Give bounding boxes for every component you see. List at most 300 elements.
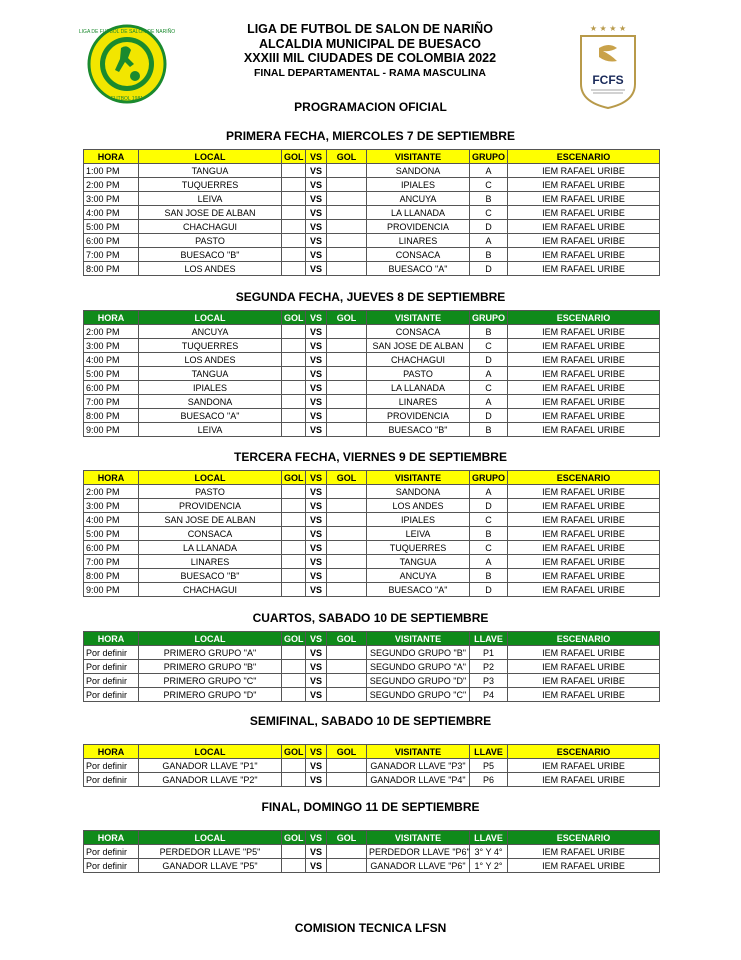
escenario-cell: IEM RAFAEL URIBE <box>508 499 660 513</box>
local-cell: LINARES <box>139 555 282 569</box>
gol-visitante-cell <box>327 234 367 248</box>
visitante-cell: BUESACO "A" <box>367 583 470 597</box>
local-cell: ANCUYA <box>139 325 282 339</box>
visitante-cell: PROVIDENCIA <box>367 409 470 423</box>
vs-cell: VS <box>306 569 327 583</box>
gol-visitante-cell <box>327 206 367 220</box>
column-header-local: LOCAL <box>139 831 282 845</box>
vs-cell: VS <box>306 381 327 395</box>
hora-cell: 2:00 PM <box>84 178 139 192</box>
vs-cell: VS <box>306 541 327 555</box>
escenario-cell: IEM RAFAEL URIBE <box>508 220 660 234</box>
column-header-local: LOCAL <box>139 471 282 485</box>
column-header-visitante: VISITANTE <box>367 471 470 485</box>
visitante-cell: GANADOR LLAVE "P3" <box>367 759 470 773</box>
grupo-cell: D <box>470 409 508 423</box>
gol-local-cell <box>282 527 306 541</box>
vs-cell: VS <box>306 646 327 660</box>
visitante-cell: SEGUNDO GRUPO "B" <box>367 646 470 660</box>
header-titles <box>180 22 560 80</box>
visitante-cell: ANCUYA <box>367 569 470 583</box>
vs-cell: VS <box>306 164 327 178</box>
local-cell: LEIVA <box>139 423 282 437</box>
escenario-cell: IEM RAFAEL URIBE <box>508 178 660 192</box>
league-logo-icon <box>78 24 176 104</box>
table-row <box>84 381 660 395</box>
column-header-escenario: ESCENARIO <box>508 831 660 845</box>
escenario-cell: IEM RAFAEL URIBE <box>508 859 660 873</box>
grupo-cell: D <box>470 499 508 513</box>
local-cell: BUESACO "B" <box>139 569 282 583</box>
escenario-cell: IEM RAFAEL URIBE <box>508 527 660 541</box>
escenario-cell: IEM RAFAEL URIBE <box>508 485 660 499</box>
grupo-cell: B <box>470 569 508 583</box>
vs-cell: VS <box>306 367 327 381</box>
hora-cell: Por definir <box>84 759 139 773</box>
grupo-cell: B <box>470 192 508 206</box>
section-title-primera: PRIMERA FECHA, MIERCOLES 7 DE SEPTIEMBRE <box>226 129 515 143</box>
gol-visitante-cell <box>327 262 367 276</box>
hora-cell: 3:00 PM <box>84 499 139 513</box>
llave-cell: 3° Y 4° <box>470 845 508 859</box>
vs-cell: VS <box>306 527 327 541</box>
gol-visitante-cell <box>327 583 367 597</box>
escenario-cell: IEM RAFAEL URIBE <box>508 325 660 339</box>
vs-cell: VS <box>306 339 327 353</box>
vs-cell: VS <box>306 178 327 192</box>
hora-cell: Por definir <box>84 646 139 660</box>
gol-visitante-cell <box>327 339 367 353</box>
schedule-table-primera <box>83 149 660 276</box>
table-row <box>84 248 660 262</box>
vs-cell: VS <box>306 485 327 499</box>
vs-cell: VS <box>306 234 327 248</box>
table-row <box>84 646 660 660</box>
hora-cell: 7:00 PM <box>84 555 139 569</box>
vs-cell: VS <box>306 859 327 873</box>
grupo-cell: D <box>470 262 508 276</box>
gol-visitante-cell <box>327 499 367 513</box>
local-cell: CHACHAGUI <box>139 583 282 597</box>
gol-visitante-cell <box>327 773 367 787</box>
visitante-cell: SEGUNDO GRUPO "A" <box>367 660 470 674</box>
grupo-cell: C <box>470 339 508 353</box>
table-row <box>84 513 660 527</box>
schedule-table-segunda <box>83 310 660 437</box>
table-row <box>84 660 660 674</box>
escenario-cell: IEM RAFAEL URIBE <box>508 234 660 248</box>
gol-local-cell <box>282 773 306 787</box>
hora-cell: 4:00 PM <box>84 353 139 367</box>
vs-cell: VS <box>306 409 327 423</box>
column-header-vs: VS <box>306 471 327 485</box>
llave-cell: P4 <box>470 688 508 702</box>
escenario-cell: IEM RAFAEL URIBE <box>508 381 660 395</box>
gol-visitante-cell <box>327 688 367 702</box>
vs-cell: VS <box>306 674 327 688</box>
column-header-hora: HORA <box>84 150 139 164</box>
column-header-local: LOCAL <box>139 311 282 325</box>
hora-cell: Por definir <box>84 660 139 674</box>
gol-local-cell <box>282 178 306 192</box>
footer-commission: COMISION TECNICA LFSN <box>294 921 447 935</box>
llave-cell: P5 <box>470 759 508 773</box>
gol-local-cell <box>282 583 306 597</box>
local-cell: TUQUERRES <box>139 178 282 192</box>
vs-cell: VS <box>306 353 327 367</box>
local-cell: GANADOR LLAVE "P2" <box>139 773 282 787</box>
hora-cell: 9:00 PM <box>84 423 139 437</box>
gol-visitante-cell <box>327 409 367 423</box>
gol-visitante-cell <box>327 381 367 395</box>
llave-cell: P1 <box>470 646 508 660</box>
column-header-visitante: VISITANTE <box>367 632 470 646</box>
grupo-cell: B <box>470 325 508 339</box>
visitante-cell: GANADOR LLAVE "P6" <box>367 859 470 873</box>
column-header-gol-visitante: GOL <box>327 471 367 485</box>
vs-cell: VS <box>306 660 327 674</box>
visitante-cell: PERDEDOR LLAVE "P6" <box>367 845 470 859</box>
grupo-cell: D <box>470 353 508 367</box>
escenario-cell: IEM RAFAEL URIBE <box>508 192 660 206</box>
visitante-cell: ANCUYA <box>367 192 470 206</box>
visitante-cell: TANGUA <box>367 555 470 569</box>
local-cell: PRIMERO GRUPO "A" <box>139 646 282 660</box>
schedule-table-semifinal <box>83 744 660 787</box>
table-row <box>84 555 660 569</box>
column-header-vs: VS <box>306 150 327 164</box>
title-line-3: XXXIII MIL CIUDADES DE COLOMBIA 2022 <box>243 51 497 65</box>
column-header-gol-visitante: GOL <box>327 150 367 164</box>
gol-visitante-cell <box>327 395 367 409</box>
local-cell: PASTO <box>139 234 282 248</box>
column-header-local: LOCAL <box>139 745 282 759</box>
local-cell: PERDEDOR LLAVE "P5" <box>139 845 282 859</box>
gol-local-cell <box>282 541 306 555</box>
gol-visitante-cell <box>327 423 367 437</box>
gol-local-cell <box>282 688 306 702</box>
gol-local-cell <box>282 499 306 513</box>
gol-visitante-cell <box>327 513 367 527</box>
column-header-gol-local: GOL <box>282 745 306 759</box>
gol-local-cell <box>282 759 306 773</box>
grupo-cell: A <box>470 234 508 248</box>
escenario-cell: IEM RAFAEL URIBE <box>508 339 660 353</box>
local-cell: CONSACA <box>139 527 282 541</box>
gol-local-cell <box>282 646 306 660</box>
table-row <box>84 178 660 192</box>
column-header-llave: LLAVE <box>470 745 508 759</box>
svg-text:★ ★ ★ ★: ★ ★ ★ ★ <box>589 24 627 33</box>
vs-cell: VS <box>306 192 327 206</box>
table-row <box>84 192 660 206</box>
table-row <box>84 674 660 688</box>
vs-cell: VS <box>306 262 327 276</box>
gol-local-cell <box>282 339 306 353</box>
table-header-row <box>84 831 660 845</box>
grupo-cell: A <box>470 555 508 569</box>
column-header-gol-visitante: GOL <box>327 831 367 845</box>
visitante-cell: SANDONA <box>367 164 470 178</box>
visitante-cell: PASTO <box>367 367 470 381</box>
gol-visitante-cell <box>327 660 367 674</box>
gol-visitante-cell <box>327 527 367 541</box>
gol-local-cell <box>282 555 306 569</box>
hora-cell: 4:00 PM <box>84 513 139 527</box>
local-cell: PASTO <box>139 485 282 499</box>
title-line-4: FINAL DEPARTAMENTAL - RAMA MASCULINA <box>254 66 486 79</box>
vs-cell: VS <box>306 759 327 773</box>
column-header-vs: VS <box>306 632 327 646</box>
local-cell: PRIMERO GRUPO "C" <box>139 674 282 688</box>
table-row <box>84 220 660 234</box>
escenario-cell: IEM RAFAEL URIBE <box>508 353 660 367</box>
local-cell: PRIMERO GRUPO "D" <box>139 688 282 702</box>
gol-visitante-cell <box>327 845 367 859</box>
gol-visitante-cell <box>327 569 367 583</box>
hora-cell: Por definir <box>84 688 139 702</box>
visitante-cell: LA LLANADA <box>367 206 470 220</box>
gol-local-cell <box>282 381 306 395</box>
hora-cell: Por definir <box>84 674 139 688</box>
table-row <box>84 353 660 367</box>
column-header-gol-local: GOL <box>282 311 306 325</box>
hora-cell: 6:00 PM <box>84 541 139 555</box>
hora-cell: 5:00 PM <box>84 220 139 234</box>
column-header-escenario: ESCENARIO <box>508 745 660 759</box>
gol-visitante-cell <box>327 178 367 192</box>
local-cell: TUQUERRES <box>139 339 282 353</box>
schedule-table-final <box>83 830 660 873</box>
escenario-cell: IEM RAFAEL URIBE <box>508 555 660 569</box>
escenario-cell: IEM RAFAEL URIBE <box>508 248 660 262</box>
column-header-grupo: GRUPO <box>470 311 508 325</box>
gol-visitante-cell <box>327 555 367 569</box>
visitante-cell: CONSACA <box>367 248 470 262</box>
column-header-escenario: ESCENARIO <box>508 150 660 164</box>
gol-visitante-cell <box>327 674 367 688</box>
table-header-row <box>84 745 660 759</box>
hora-cell: 4:00 PM <box>84 206 139 220</box>
hora-cell: 6:00 PM <box>84 381 139 395</box>
section-title-cuartos: CUARTOS, SABADO 10 DE SEPTIEMBRE <box>252 611 489 625</box>
escenario-cell: IEM RAFAEL URIBE <box>508 395 660 409</box>
gol-local-cell <box>282 569 306 583</box>
column-header-hora: HORA <box>84 311 139 325</box>
table-row <box>84 206 660 220</box>
gol-local-cell <box>282 395 306 409</box>
column-header-escenario: ESCENARIO <box>508 471 660 485</box>
local-cell: LOS ANDES <box>139 353 282 367</box>
escenario-cell: IEM RAFAEL URIBE <box>508 759 660 773</box>
section-title-segunda: SEGUNDA FECHA, JUEVES 8 DE SEPTIEMBRE <box>235 290 506 304</box>
table-header-row <box>84 150 660 164</box>
grupo-cell: D <box>470 583 508 597</box>
escenario-cell: IEM RAFAEL URIBE <box>508 845 660 859</box>
local-cell: BUESACO "B" <box>139 248 282 262</box>
escenario-cell: IEM RAFAEL URIBE <box>508 164 660 178</box>
title-line-2: ALCALDIA MUNICIPAL DE BUESACO <box>259 36 481 51</box>
grupo-cell: A <box>470 367 508 381</box>
local-cell: GANADOR LLAVE "P1" <box>139 759 282 773</box>
gol-visitante-cell <box>327 248 367 262</box>
gol-visitante-cell <box>327 646 367 660</box>
gol-local-cell <box>282 234 306 248</box>
gol-local-cell <box>282 353 306 367</box>
escenario-cell: IEM RAFAEL URIBE <box>508 674 660 688</box>
visitante-cell: PROVIDENCIA <box>367 220 470 234</box>
title-line-1: LIGA DE FUTBOL DE SALON DE NARIÑO <box>247 22 493 36</box>
hora-cell: 9:00 PM <box>84 583 139 597</box>
grupo-cell: A <box>470 395 508 409</box>
column-header-gol-visitante: GOL <box>327 632 367 646</box>
visitante-cell: GANADOR LLAVE "P4" <box>367 773 470 787</box>
section-title-semifinal: SEMIFINAL, SABADO 10 DE SEPTIEMBRE <box>249 714 492 728</box>
table-row <box>84 569 660 583</box>
column-header-hora: HORA <box>84 745 139 759</box>
hora-cell: 2:00 PM <box>84 325 139 339</box>
vs-cell: VS <box>306 513 327 527</box>
escenario-cell: IEM RAFAEL URIBE <box>508 367 660 381</box>
column-header-vs: VS <box>306 311 327 325</box>
gol-local-cell <box>282 845 306 859</box>
table-row <box>84 759 660 773</box>
gol-visitante-cell <box>327 541 367 555</box>
visitante-cell: SEGUNDO GRUPO "C" <box>367 688 470 702</box>
table-row <box>84 527 660 541</box>
grupo-cell: C <box>470 513 508 527</box>
gol-local-cell <box>282 859 306 873</box>
escenario-cell: IEM RAFAEL URIBE <box>508 409 660 423</box>
visitante-cell: LA LLANADA <box>367 381 470 395</box>
local-cell: PROVIDENCIA <box>139 499 282 513</box>
hora-cell: 8:00 PM <box>84 409 139 423</box>
section-title-tercera: TERCERA FECHA, VIERNES 9 DE SEPTIEMBRE <box>234 450 507 464</box>
grupo-cell: D <box>470 220 508 234</box>
gol-local-cell <box>282 513 306 527</box>
program-title: PROGRAMACION OFICIAL <box>294 100 447 114</box>
local-cell: TANGUA <box>139 164 282 178</box>
escenario-cell: IEM RAFAEL URIBE <box>508 423 660 437</box>
column-header-gol-local: GOL <box>282 471 306 485</box>
visitante-cell: CHACHAGUI <box>367 353 470 367</box>
table-row <box>84 485 660 499</box>
visitante-cell: LEIVA <box>367 527 470 541</box>
visitante-cell: IPIALES <box>367 513 470 527</box>
local-cell: LA LLANADA <box>139 541 282 555</box>
vs-cell: VS <box>306 220 327 234</box>
table-row <box>84 499 660 513</box>
escenario-cell: IEM RAFAEL URIBE <box>508 513 660 527</box>
visitante-cell: SAN JOSE DE ALBAN <box>367 339 470 353</box>
gol-local-cell <box>282 674 306 688</box>
gol-visitante-cell <box>327 759 367 773</box>
table-row <box>84 367 660 381</box>
visitante-cell: LINARES <box>367 234 470 248</box>
gol-local-cell <box>282 485 306 499</box>
fcfs-shield-icon <box>577 22 639 110</box>
gol-local-cell <box>282 423 306 437</box>
local-cell: BUESACO "A" <box>139 409 282 423</box>
local-cell: TANGUA <box>139 367 282 381</box>
hora-cell: 3:00 PM <box>84 192 139 206</box>
table-header-row <box>84 311 660 325</box>
column-header-hora: HORA <box>84 831 139 845</box>
escenario-cell: IEM RAFAEL URIBE <box>508 569 660 583</box>
hora-cell: 8:00 PM <box>84 262 139 276</box>
section-title-final: FINAL, DOMINGO 11 DE SEPTIEMBRE <box>261 800 480 814</box>
escenario-cell: IEM RAFAEL URIBE <box>508 660 660 674</box>
hora-cell: Por definir <box>84 845 139 859</box>
league-logo-text: LIGA DE FUTBOL DE SALON DE NARIÑO <box>78 29 176 35</box>
column-header-gol-local: GOL <box>282 150 306 164</box>
schedule-table-cuartos <box>83 631 660 702</box>
column-header-gol-visitante: GOL <box>327 311 367 325</box>
column-header-grupo: GRUPO <box>470 150 508 164</box>
escenario-cell: IEM RAFAEL URIBE <box>508 583 660 597</box>
table-header-row <box>84 632 660 646</box>
hora-cell: 2:00 PM <box>84 485 139 499</box>
table-row <box>84 859 660 873</box>
gol-local-cell <box>282 262 306 276</box>
gol-local-cell <box>282 367 306 381</box>
vs-cell: VS <box>306 688 327 702</box>
column-header-hora: HORA <box>84 632 139 646</box>
table-row <box>84 164 660 178</box>
column-header-gol-local: GOL <box>282 831 306 845</box>
hora-cell: 6:00 PM <box>84 234 139 248</box>
vs-cell: VS <box>306 206 327 220</box>
grupo-cell: B <box>470 248 508 262</box>
local-cell: PRIMERO GRUPO "B" <box>139 660 282 674</box>
table-row <box>84 339 660 353</box>
gol-visitante-cell <box>327 367 367 381</box>
column-header-vs: VS <box>306 831 327 845</box>
llave-cell: P6 <box>470 773 508 787</box>
vs-cell: VS <box>306 499 327 513</box>
table-row <box>84 325 660 339</box>
gol-local-cell <box>282 409 306 423</box>
league-logo-year: FUTBOL 1981 <box>110 96 144 102</box>
grupo-cell: C <box>470 206 508 220</box>
column-header-escenario: ESCENARIO <box>508 311 660 325</box>
gol-local-cell <box>282 248 306 262</box>
local-cell: CHACHAGUI <box>139 220 282 234</box>
table-row <box>84 541 660 555</box>
hora-cell: 5:00 PM <box>84 367 139 381</box>
llave-cell: P3 <box>470 674 508 688</box>
vs-cell: VS <box>306 325 327 339</box>
hora-cell: 5:00 PM <box>84 527 139 541</box>
vs-cell: VS <box>306 555 327 569</box>
column-header-visitante: VISITANTE <box>367 831 470 845</box>
gol-visitante-cell <box>327 353 367 367</box>
grupo-cell: B <box>470 527 508 541</box>
column-header-hora: HORA <box>84 471 139 485</box>
escenario-cell: IEM RAFAEL URIBE <box>508 206 660 220</box>
grupo-cell: C <box>470 381 508 395</box>
grupo-cell: B <box>470 423 508 437</box>
table-row <box>84 262 660 276</box>
table-row <box>84 688 660 702</box>
gol-local-cell <box>282 192 306 206</box>
local-cell: LEIVA <box>139 192 282 206</box>
llave-cell: 1° Y 2° <box>470 859 508 873</box>
local-cell: SANDONA <box>139 395 282 409</box>
column-header-llave: LLAVE <box>470 632 508 646</box>
column-header-visitante: VISITANTE <box>367 311 470 325</box>
escenario-cell: IEM RAFAEL URIBE <box>508 688 660 702</box>
